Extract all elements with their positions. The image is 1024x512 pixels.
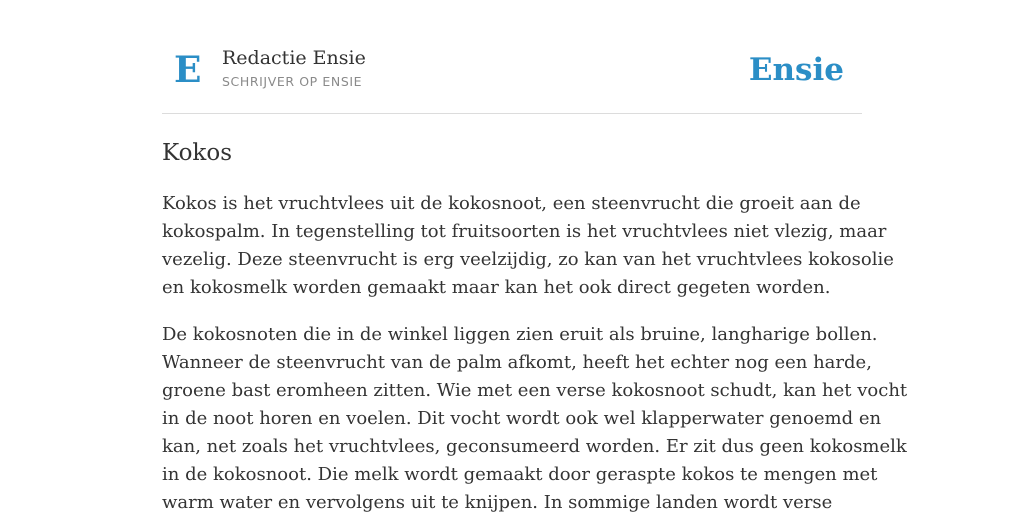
article-container — [162, 0, 908, 512]
paragraph-line: Wanneer de steenvrucht van de palm afkomt, heeft het echter nog een harde, — [162, 352, 872, 373]
paragraph-line: De kokosnoten die in de winkel liggen zien eruit als bruine, langharige bollen. — [162, 324, 878, 345]
paragraph-line: en kokosmelk worden gemaakt maar kan het ook direct gegeten worden. — [162, 277, 831, 298]
paragraph-line: kokospalm. In tegenstelling tot fruitsoorten is het vruchtvlees niet vlezig, maar — [162, 221, 887, 242]
paragraph-line: groene bast eromheen zitten. Wie met een verse kokosnoot schudt, kan het vocht — [162, 380, 908, 401]
article-paragraph — [162, 321, 908, 512]
author-avatar[interactable]: E — [174, 49, 202, 91]
paragraph-line: in de kokosnoot. Die melk wordt gemaakt door geraspte kokos te mengen met — [162, 464, 878, 485]
author-role: SCHRIJVER OP ENSIE — [222, 74, 363, 89]
paragraph-line: warm water en vervolgens uit te knijpen. In sommige landen wordt verse — [162, 492, 833, 512]
article-title: Kokos — [162, 140, 232, 166]
paragraph-line: Kokos is het vruchtvlees uit de kokosnoot, een steenvrucht die groeit aan de — [162, 193, 861, 214]
paragraph-line: vezelig. Deze steenvrucht is erg veelzijdig, zo kan van het vruchtvlees kokosolie — [162, 249, 894, 270]
article-paragraph — [162, 190, 894, 302]
author-header — [162, 0, 862, 114]
paragraph-line: in de noot horen en voelen. Dit vocht wordt ook wel klapperwater genoemd en — [162, 408, 882, 429]
paragraph-line: kan, net zoals het vruchtvlees, geconsumeerd worden. Er zit dus geen kokosmelk — [162, 436, 907, 457]
brand-logo[interactable]: Ensie — [748, 52, 844, 88]
author-name[interactable]: Redactie Ensie — [222, 47, 366, 69]
